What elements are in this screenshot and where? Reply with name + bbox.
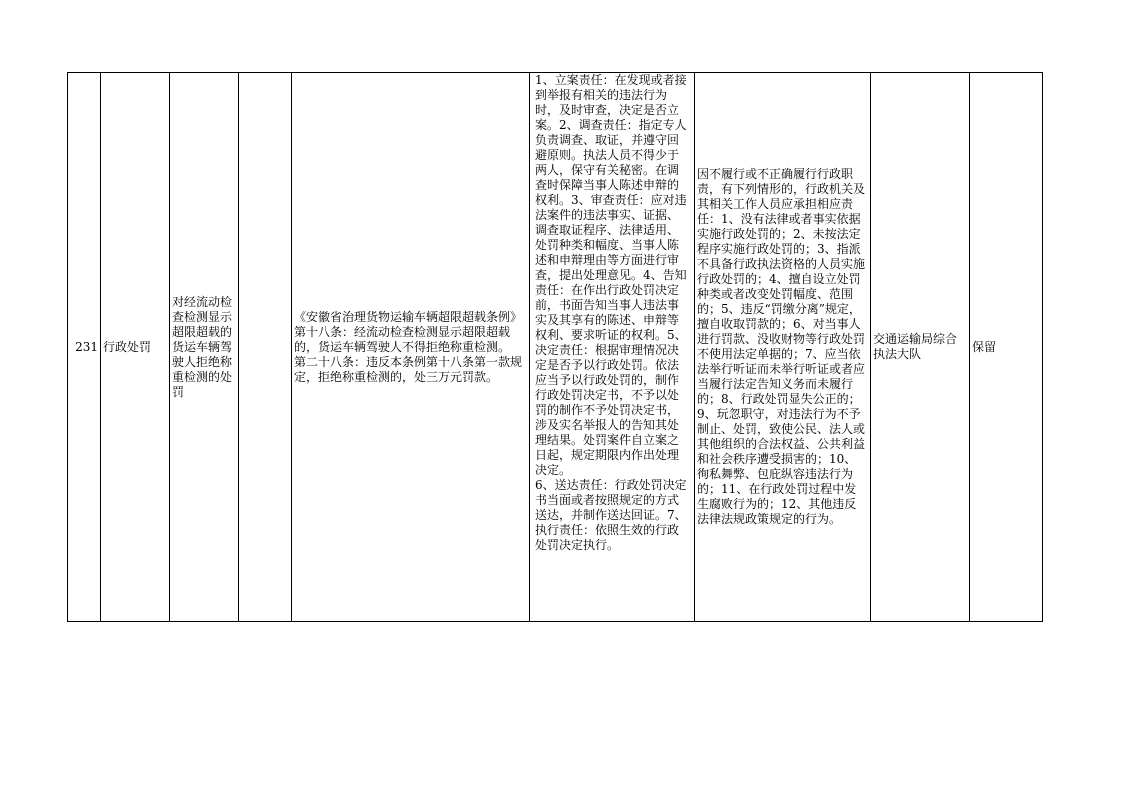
power-item-name: 对经流动检查检测显示超限超载的货运车辆驾驶人拒绝称重检测的处罚 (170, 73, 239, 622)
legal-basis (292, 73, 530, 622)
legal-basis-line: 第十八条：经流动检查检测显示超限超载的，货运车辆驾驶人不得拒绝称重检测。 (294, 324, 511, 354)
row-number: 231 (68, 73, 101, 622)
power-list-table (67, 72, 1043, 622)
remark: 保留 (970, 73, 1043, 622)
responsibility-items (530, 73, 695, 622)
sub-item (239, 73, 292, 622)
liability-items: 因不履行或不正确履行行政职责，有下列情形的，行政机关及其相关工作人员应承担相应责任：1、没有法律或者事实依据实施行政处罚的；2、未按法定程序实施行政处罚的；3、指派不具备行政执法资格的人员实施行政处罚的；4、擅自设立处罚种类或者改变处罚幅度、范围的；5、违反“罚缴分离”规定，擅自收取罚款的；6、对当事人进行罚款、没收财物等行政处罚不使用法定单据的；7、应当依法举行听证而未举行听证或者应当履行法定告知义务而未履行的；8、行政处罚显失公正的；9、玩忽职守，对违法行为不予制止、处罚，致使公民、法人或其他组织的合法权益、公共利益和社会秩序遭受损害的；10、徇私舞弊、包庇纵容违法行为的；11、在行政处罚过程中发生腐败行为的；12、其他违反法律法规政策规定的行为。 (695, 73, 871, 622)
responsibility-clip (532, 73, 692, 621)
implementing-department: 交通运输局综合执法大队 (871, 73, 970, 622)
power-category: 行政处罚 (101, 73, 170, 622)
legal-basis-line: 《安徽省治理货物运输车辆超限超载条例》 (294, 309, 523, 324)
responsibility-paragraph: 1、立案责任：在发现或者接到举报有相关的违法行为时，及时审查，决定是否立案。2、调查责任：指定专人负责调查、取证，并遵守回避原则。执法人员不得少于两人，保守有关秘密。在调查时保障当事人陈述申辩的权利。3、审查责任：应对违法案件的违法事实、证据、调查取证程序、法律适用、处罚种类和幅度、当事人陈述和申辩理由等方面进行审查，提出处理意见。4、告知责任：在作出行政处罚决定前，书面告知当事人违法事实及其享有的陈述、申辩等权利、要求听证的权利。5、决定责任：根据审理情况决定是否予以行政处罚。依法应当予以行政处罚的，制作行政处罚决定书，不予以处罚的制作不予处罚决定书，涉及实名举报人的告知其处理结果。处罚案件自立案之日起，规定期限内作出处理决定。 (535, 73, 687, 477)
responsibility-paragraph: 6、送达责任：行政处罚决定书当面或者按照规定的方式送达，并制作送达回证。7、执行责任：依照生效的行政处罚决定执行。 (535, 478, 687, 552)
table-row (68, 73, 1043, 622)
legal-basis-line: 第二十八条：违反本条例第十八条第一款规定，拒绝称重检测的，处三万元罚款。 (294, 354, 523, 384)
